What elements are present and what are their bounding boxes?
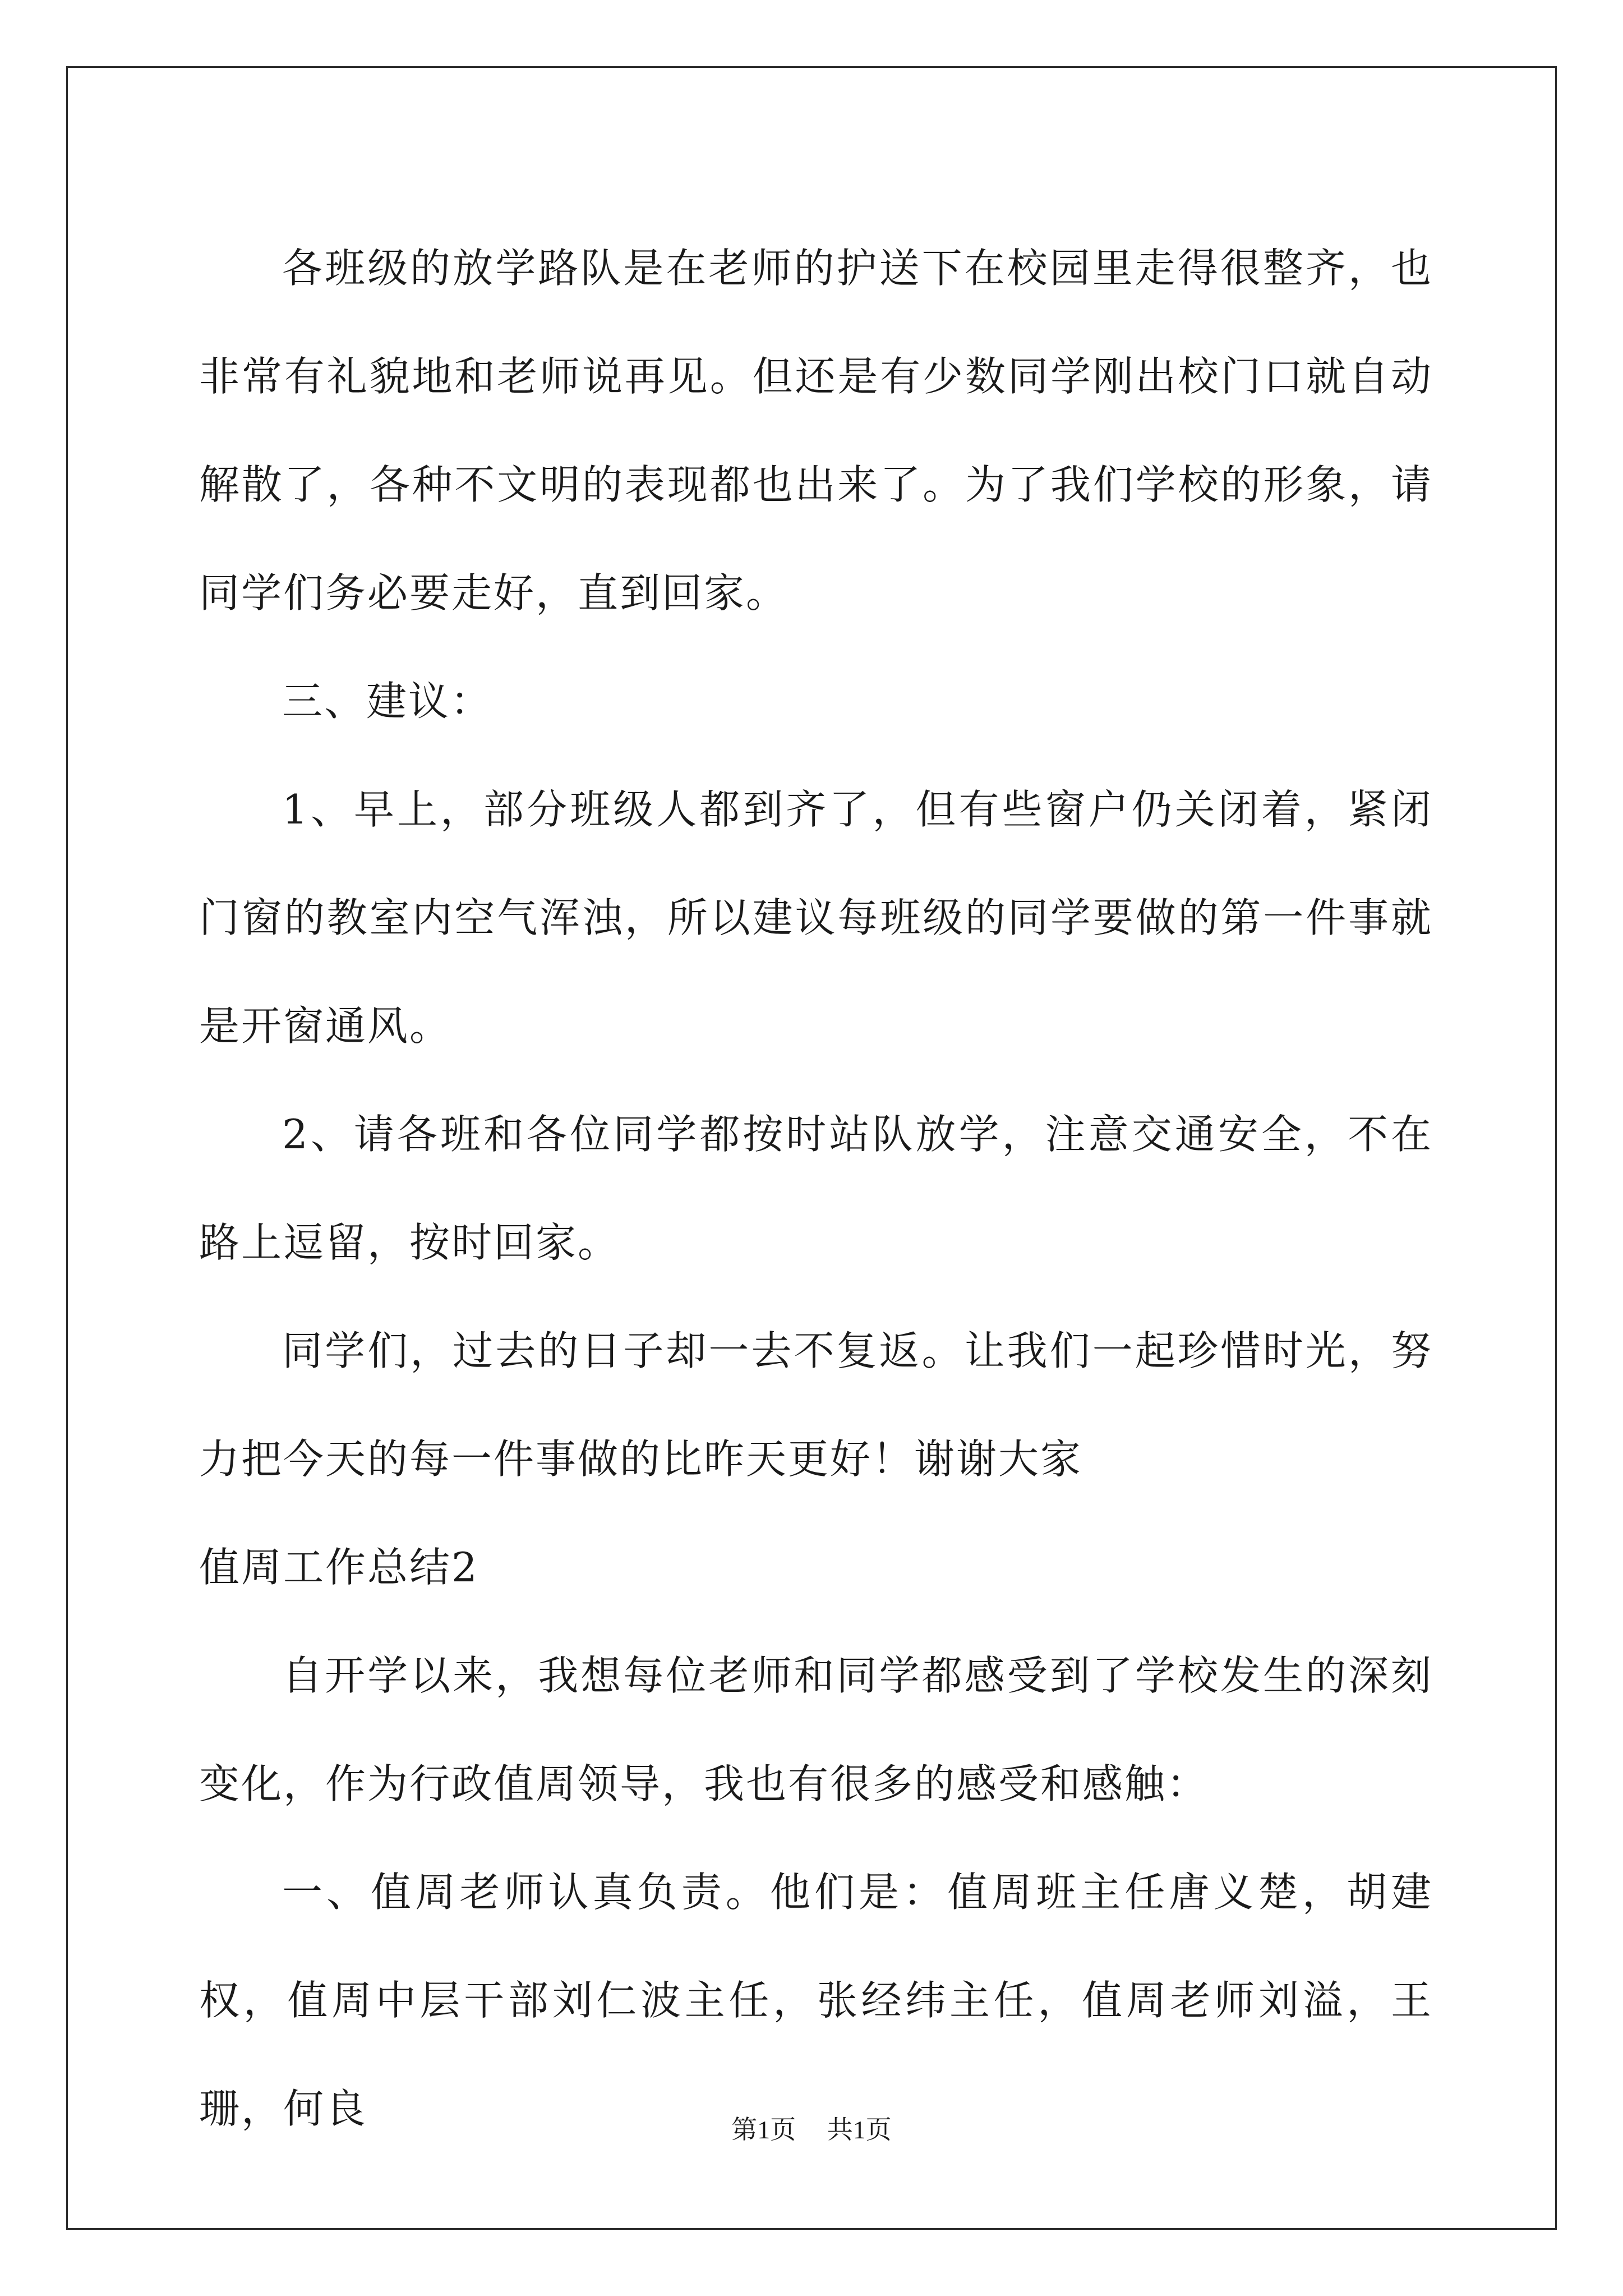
paragraph-closing: 同学们，过去的日子却一去不复返。让我们一起珍惜时光，努力把今天的每一件事做的比昨天更好！谢谢大家 (199, 1327, 1433, 1483)
paragraph-suggestion-1: 1、早上，部分班级人都到齐了，但有些窗户仍关闭着，紧闭门窗的教室内空气浑浊，所以建议每班级的同学要做的第一件事就是开窗通风。 (199, 786, 1433, 1050)
page-number: 第1页 (731, 2115, 796, 2144)
paragraph-teachers: 一、值周老师认真负责。他们是：值周班主任唐义楚，胡建权，值周中层干部刘仁波主任，张经纬主任，值周老师刘溢，王珊，何良 (199, 1869, 1433, 2132)
page-footer (0, 2113, 1623, 2147)
paragraph-intro: 自开学以来，我想每位老师和同学都感受到了学校发生的深刻变化，作为行政值周领导，我也有很多的感受和感触： (199, 1652, 1433, 1807)
paragraph-suggestions-heading: 三、建议： (282, 678, 493, 725)
paragraph-dismissal: 各班级的放学路队是在老师的护送下在校园里走得很整齐，也非常有礼貌地和老师说再见。但还是有少数同学刚出校门口就自动解散了，各种不文明的表现都也出来了。为了我们学校的形象，请同学们务必要走好，直到回家。 (199, 245, 1433, 616)
section-title: 值周工作总结2 (199, 1544, 479, 1591)
paragraph-suggestion-2: 2、请各班和各位同学都按时站队放学，注意交通安全，不在路上逗留，按时回家。 (199, 1111, 1433, 1266)
page-total: 共1页 (827, 2115, 892, 2144)
document-body (199, 214, 1433, 2163)
